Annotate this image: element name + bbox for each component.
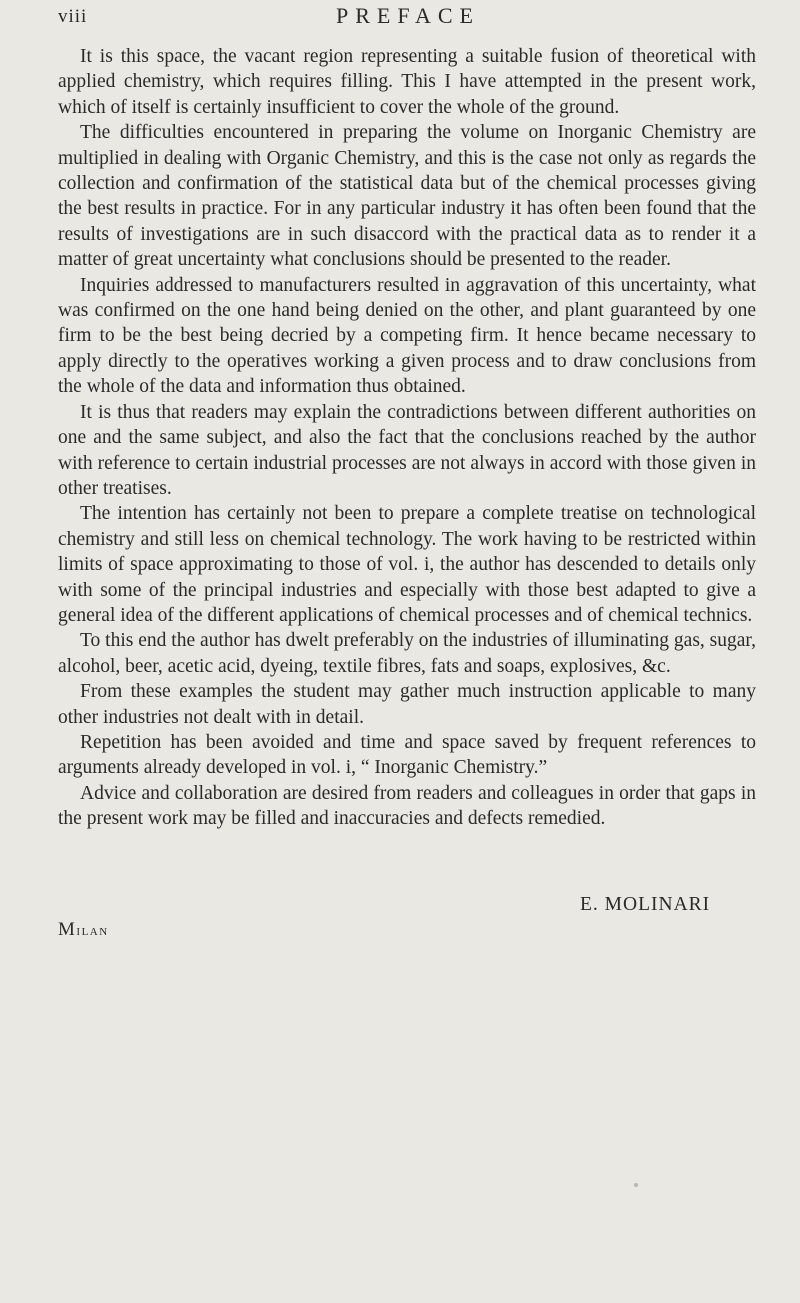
paragraph: From these examples the student may gather much instruction applicable to many other industries not dealt with in detail. [58, 681, 756, 728]
preface-body [58, 44, 756, 832]
place-of-writing: Milan [58, 919, 109, 940]
running-head [58, 0, 752, 50]
paragraph: The intention has certainly not been to prepare a complete treatise on technological chemistry and still less on chemical technology. The work having to be restricted within limits of space approximating to those of vol. i, the author has descended to details only with some of the principal industries and especially with those best adapted to give a general idea of the different applications of chemical processes and of chemical technics. [58, 503, 756, 626]
paragraph: Advice and collaboration are desired from readers and colleagues in order that gaps in the present work may be filled and inaccuracies and defects remedied. [58, 782, 756, 830]
author-signature: E. MOLINARI [580, 894, 711, 915]
running-title: PREFACE [336, 3, 480, 28]
page-number: viii [58, 6, 88, 27]
paragraph: It is thus that readers may explain the contradictions between different authorities on one and the same subject, and also the fact that the conclusions reached by the author with reference to certain industrial processes are not always in accord with those given in other treatises. [58, 401, 756, 499]
paragraph: Repetition has been avoided and time and space saved by frequent references to arguments already developed in vol. i, “ Inorganic Chemistry.” [58, 731, 756, 779]
paragraph: The difficulties encountered in preparing the volume on Inorganic Chemistry are multiplied in dealing with Organic Chemistry, and this is the case not only as regards the collection and confirmation of the statistical data but of the chemical processes giving the best results in practice. For in any particular industry it has often been found that the results of investigations are in such disaccord with the practical data as to render it a matter of great uncertainty what conclusions should be presented to the reader. [58, 122, 756, 271]
paragraph: To this end the author has dwelt preferably on the industries of illuminating gas, sugar, alcohol, beer, acetic acid, dyeing, textile fibres, fats and soaps, explosives, &c. [58, 630, 756, 677]
paragraph: It is this space, the vacant region representing a suitable fusion of theoretical with applied chemistry, which requires filling. This I have attempted in the present work, which of itself is certainly insufficient to cover the whole of the ground. [58, 46, 756, 118]
paper-speck [634, 1183, 638, 1187]
paragraph: Inquiries addressed to manufacturers resulted in aggravation of this uncertainty, what was confirmed on the one hand being denied on the other, and plant guaranteed by one firm to be the best being decried by a competing firm. It hence became necessary to apply directly to the operatives working a given process and to draw conclusions from the whole of the data and information thus obtained. [58, 274, 756, 398]
